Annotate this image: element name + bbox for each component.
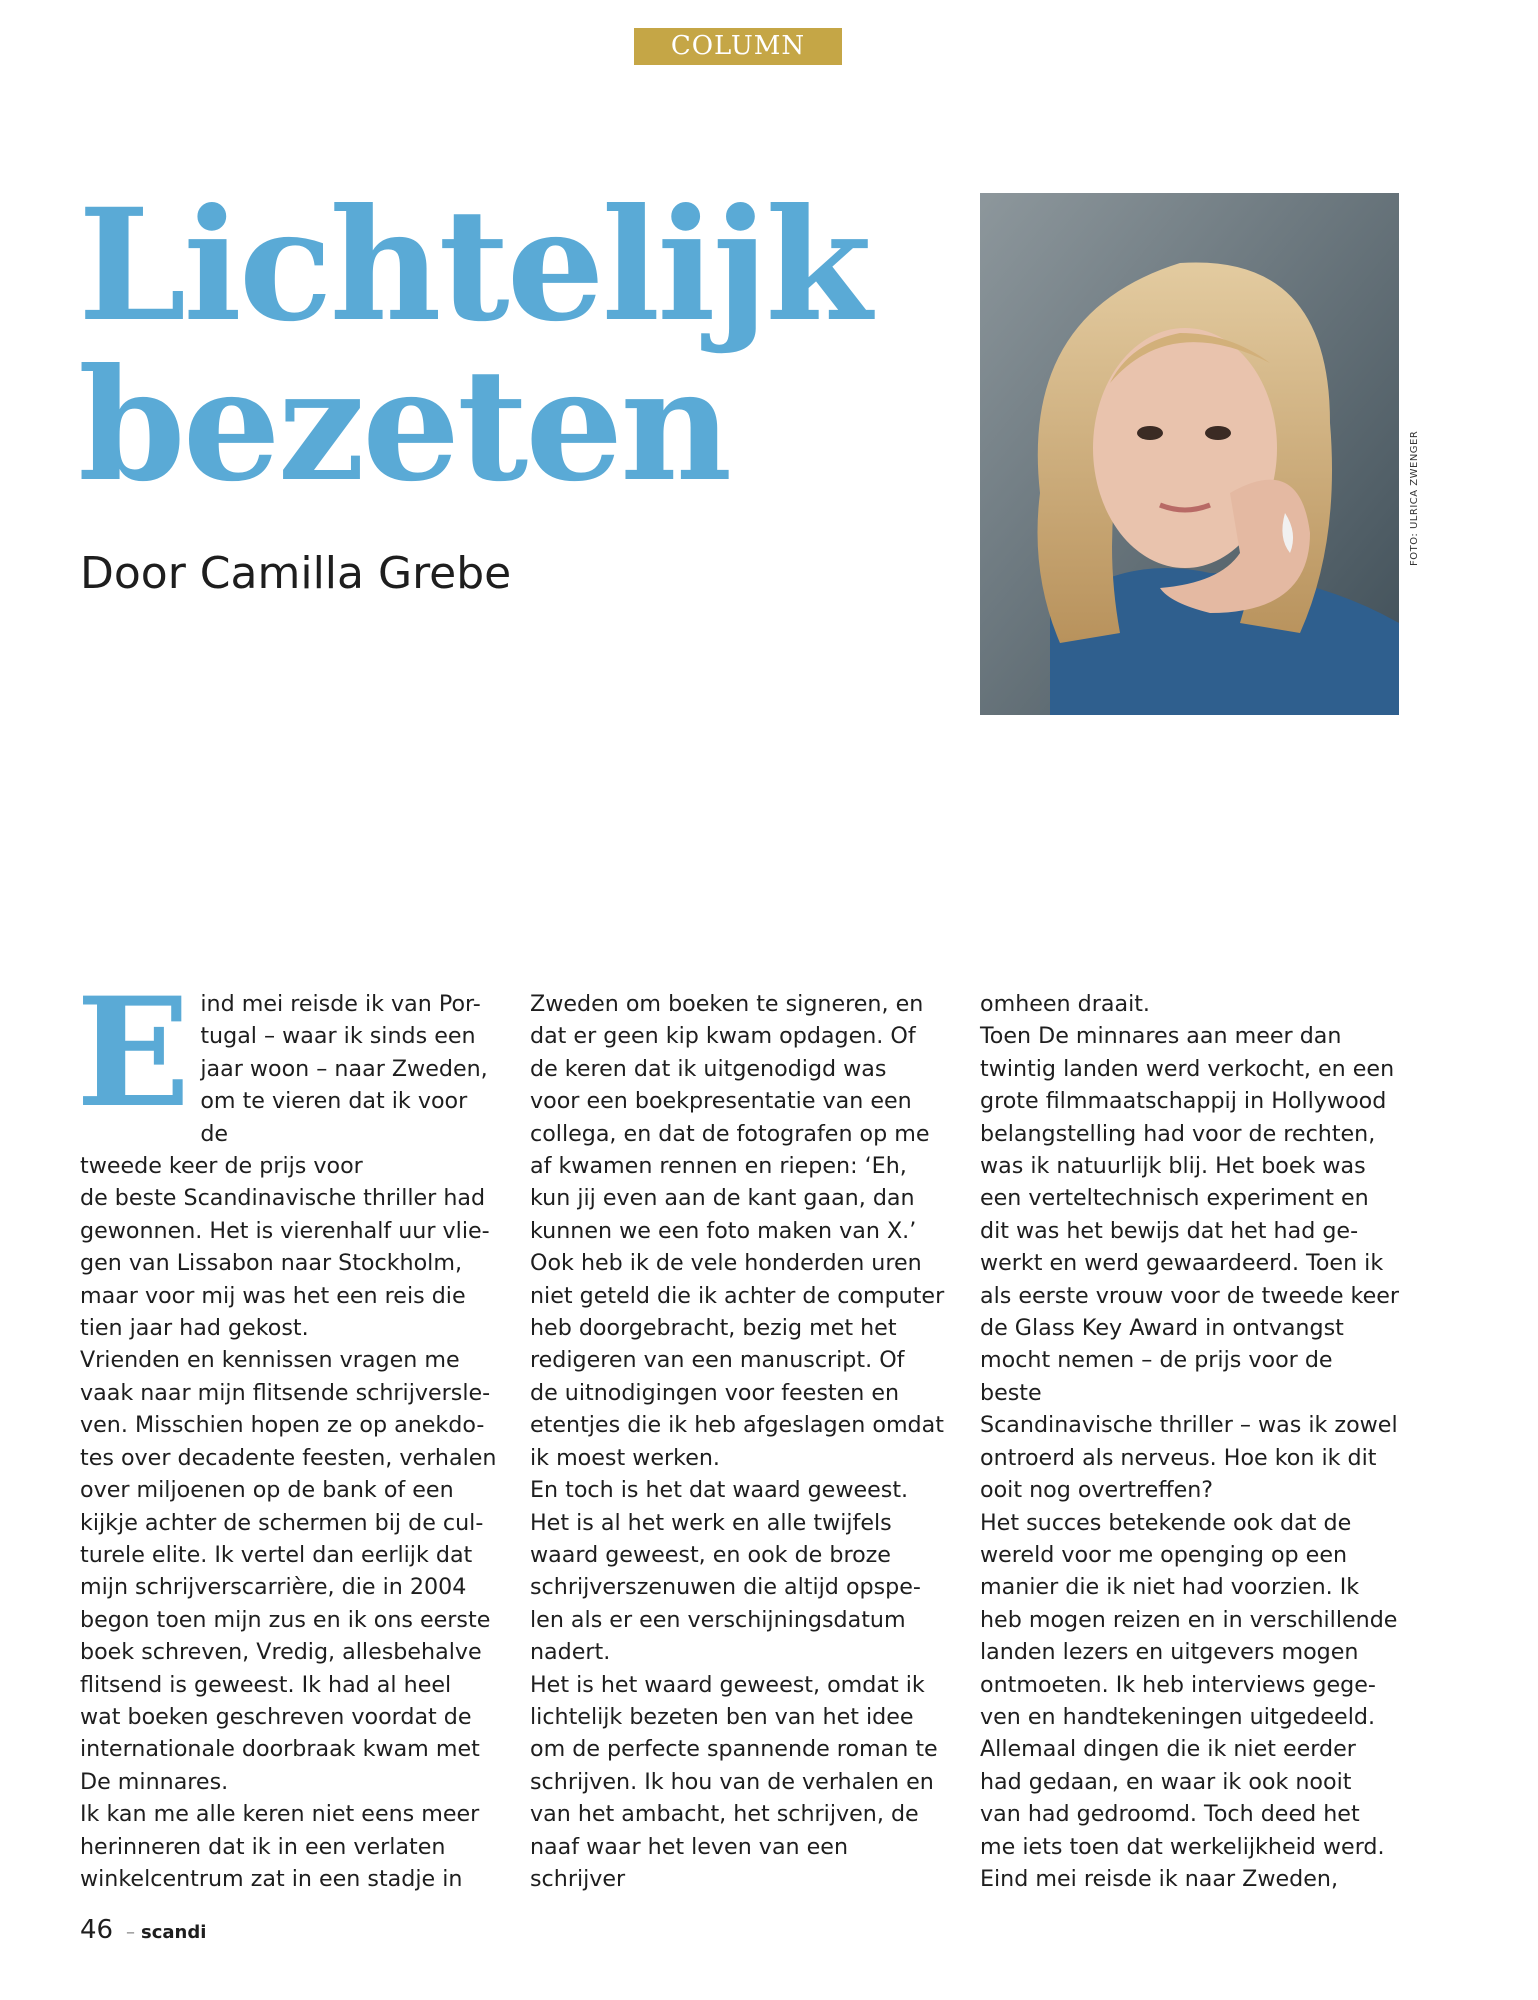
article-headline <box>78 175 870 516</box>
text-line: Het succes betekende ook dat de <box>980 1509 1352 1536</box>
text-line: om te vieren dat ik voor de <box>200 1088 468 1147</box>
drop-cap: E <box>76 965 191 1141</box>
photo-credit: FOTO: ULRICA ZWENGER <box>1409 430 1420 566</box>
text-line: Eind mei reisde ik naar Zweden, <box>980 1865 1339 1892</box>
column-3-lines <box>980 988 1400 1895</box>
text-line: flitsend is geweest. Ik had al heel <box>80 1671 452 1698</box>
text-line: len als er een verschijningsdatum <box>530 1606 906 1633</box>
text-line: schrijven. Ik hou van de verhalen en <box>530 1768 934 1795</box>
text-line: kunnen we een foto maken van X.’ <box>530 1217 917 1244</box>
text-line: collega, en dat de fotografen op me <box>530 1120 930 1147</box>
text-line: internationale doorbraak kwam met <box>80 1736 480 1763</box>
text-line: af kwamen rennen en riepen: ‘Eh, <box>530 1153 907 1180</box>
text-line: gewonnen. Het is vierenhalf uur vlie- <box>80 1217 490 1244</box>
headline-line-2: bezeten <box>78 335 730 516</box>
text-line: ontroerd als nerveus. Hoe kon ik dit <box>980 1444 1377 1471</box>
author-portrait-illustration <box>980 193 1399 715</box>
text-line: ven en handtekeningen uitgedeeld. <box>980 1703 1376 1730</box>
text-line: de Glass Key Award in ontvangst <box>980 1315 1344 1342</box>
headline-line-1: Lichtelijk <box>78 175 870 356</box>
text-line: begon toen mijn zus en ik ons eerste <box>80 1606 491 1633</box>
text-line: herinneren dat ik in een verlaten <box>80 1833 446 1860</box>
text-line: een verteltechnisch experiment en <box>980 1185 1369 1212</box>
text-line: me iets toen dat werkelijkheid werd. <box>980 1833 1385 1860</box>
text-line: heb doorgebracht, bezig met het <box>530 1315 897 1342</box>
text-line: ontmoeten. Ik heb interviews gege- <box>980 1671 1376 1698</box>
text-line: manier die ik niet had voorzien. Ik <box>980 1574 1360 1601</box>
text-column-1 <box>76 965 500 1895</box>
text-line: boek schreven, Vredig, allesbehalve <box>80 1639 482 1666</box>
text-line: mijn schrijverscarrière, die in 2004 <box>80 1574 467 1601</box>
text-line: was ik natuurlijk blij. Het boek was <box>980 1153 1366 1180</box>
text-line: dit was het bewijs dat het had ge- <box>980 1217 1359 1244</box>
text-line: Toen De minnares aan meer dan <box>980 1023 1342 1050</box>
text-line: om de perfecte spannende roman te <box>530 1736 938 1763</box>
text-line: Ik kan me alle keren niet eens meer <box>80 1801 480 1828</box>
brand-name: scandi <box>141 1922 207 1943</box>
text-line: heb mogen reizen en in verschillende <box>980 1606 1398 1633</box>
text-line: dat er geen kip kwam opdagen. Of <box>530 1023 916 1050</box>
text-line: Ook heb ik de vele honderden uren <box>530 1250 922 1277</box>
text-line: niet geteld die ik achter de computer <box>530 1282 945 1309</box>
text-line: ind mei reisde ik van Por- <box>200 991 481 1017</box>
text-line: vaak naar mijn flitsende schrijversle- <box>80 1379 491 1406</box>
text-line: de beste Scandinavische thriller had <box>80 1185 486 1212</box>
text-line: tes over decadente feesten, verhalen <box>80 1444 497 1471</box>
text-line: ven. Misschien hopen ze op anekdo- <box>80 1412 485 1439</box>
text-line: lichtelijk bezeten ben van het idee <box>530 1703 914 1730</box>
text-line: waard geweest, en ook de broze <box>530 1541 891 1568</box>
text-line: De minnares. <box>80 1768 229 1795</box>
text-line: van het ambacht, het schrijven, de <box>530 1801 919 1828</box>
text-line: naaf waar het leven van een schrijver <box>530 1833 849 1892</box>
section-badge: COLUMN <box>634 28 842 65</box>
column-2-lines <box>530 988 950 1895</box>
text-line: als eerste vrouw voor de tweede keer <box>980 1282 1400 1309</box>
text-line: Allemaal dingen die ik niet eerder <box>980 1736 1356 1763</box>
text-line: En toch is het dat waard geweest. <box>530 1477 909 1504</box>
magazine-brand <box>126 1922 206 1943</box>
text-line: de keren dat ik uitgenodigd was <box>530 1055 887 1082</box>
text-line: jaar woon – naar Zweden, <box>200 1055 488 1082</box>
byline: Door Camilla Grebe <box>80 548 512 599</box>
text-line: schrijverszenuwen die altijd opspe- <box>530 1574 921 1601</box>
text-column-2 <box>530 988 950 1895</box>
text-line: maar voor mij was het een reis die <box>80 1282 466 1309</box>
text-line: had gedaan, en waar ik ook nooit <box>980 1768 1352 1795</box>
text-line: turele elite. Ik vertel dan eerlijk dat <box>80 1541 473 1568</box>
text-line: tweede keer de prijs voor <box>80 1153 363 1180</box>
text-line: winkelcentrum zat in een stadje in <box>80 1865 463 1892</box>
text-line: tugal – waar ik sinds een <box>200 1023 476 1050</box>
text-line: kijkje achter de schermen bij de cul- <box>80 1509 484 1536</box>
author-portrait <box>980 193 1399 715</box>
text-line: tien jaar had gekost. <box>80 1315 309 1342</box>
text-line: landen lezers en uitgevers mogen <box>980 1639 1359 1666</box>
text-line: kun jij even aan de kant gaan, dan <box>530 1185 915 1212</box>
text-line: gen van Lissabon naar Stockholm, <box>80 1250 463 1277</box>
text-line: Het is al het werk en alle twijfels <box>530 1509 892 1536</box>
text-line: wat boeken geschreven voordat de <box>80 1703 472 1730</box>
text-line: ik moest werken. <box>530 1444 720 1471</box>
brand-dash: – <box>126 1922 135 1943</box>
page-number: 46 <box>80 1915 114 1945</box>
text-line: etentjes die ik heb afgeslagen omdat <box>530 1412 944 1439</box>
text-line: redigeren van een manuscript. Of <box>530 1347 905 1374</box>
text-line: belangstelling had voor de rechten, <box>980 1120 1376 1147</box>
text-line: Zweden om boeken te signeren, en <box>530 991 924 1017</box>
text-line: voor een boekpresentatie van een <box>530 1088 912 1115</box>
text-line: de uitnodigingen voor feesten en <box>530 1379 900 1406</box>
text-line: over miljoenen op de bank of een <box>80 1477 454 1504</box>
text-line: grote filmmaatschappij in Hollywood <box>980 1088 1387 1115</box>
text-line: omheen draait. <box>980 991 1150 1017</box>
text-line: nadert. <box>530 1639 611 1666</box>
text-line: wereld voor me openging op een <box>980 1541 1348 1568</box>
text-line: Scandinavische thriller – was ik zowel <box>980 1412 1398 1439</box>
text-line: Het is het waard geweest, omdat ik <box>530 1671 925 1698</box>
text-line: mocht nemen – de prijs voor de beste <box>980 1347 1333 1406</box>
text-line: werkt en werd gewaardeerd. Toen ik <box>980 1250 1384 1277</box>
text-line: Vrienden en kennissen vragen me <box>80 1347 460 1374</box>
text-line: ooit nog overtreffen? <box>980 1477 1214 1504</box>
text-line: van had gedroomd. Toch deed het <box>980 1801 1360 1828</box>
text-line: twintig landen werd verkocht, en een <box>980 1055 1395 1082</box>
text-column-3 <box>980 988 1400 1895</box>
